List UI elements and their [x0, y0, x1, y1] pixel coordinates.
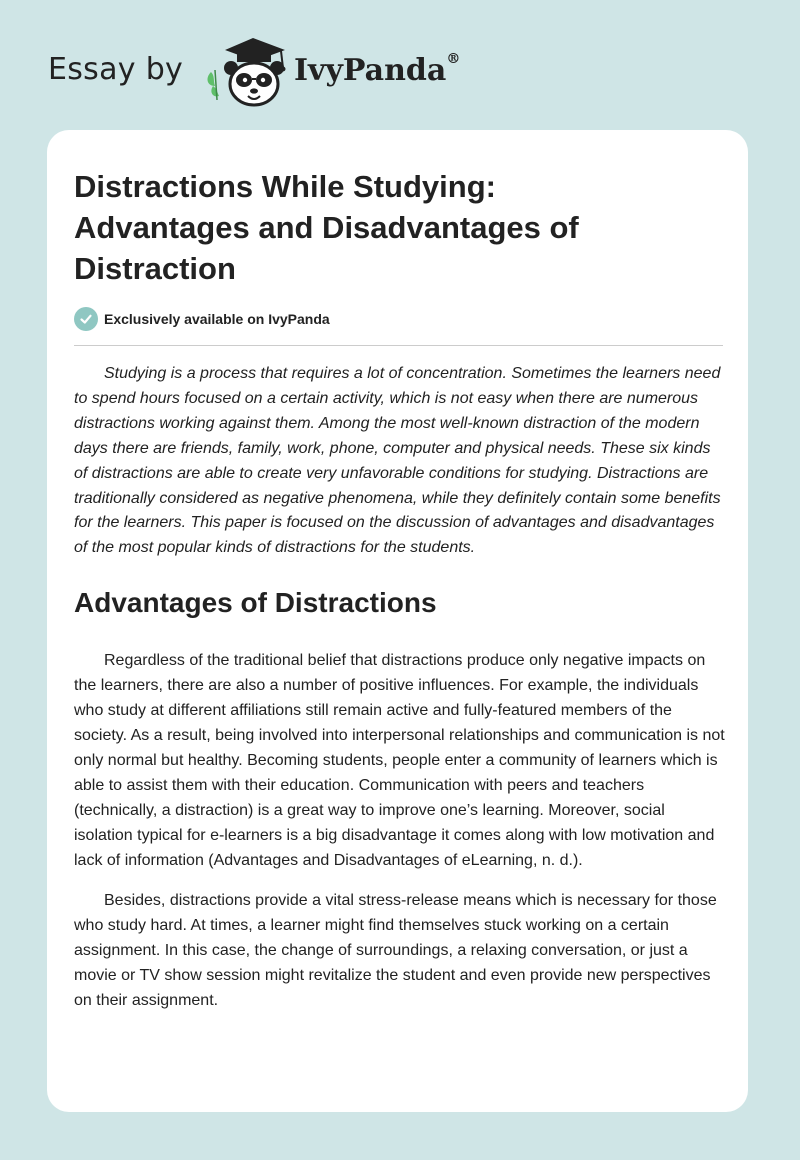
- check-circle-icon: [74, 307, 98, 331]
- body-paragraph-2: Besides, distractions provide a vital stress-release means which is necessary for those who study hard. At times, a learner might find themselves stuck working on a certain assignment. In this case, the change of surroundings, a relaxing conversation, or just a movie or TV show session might revitalize the student and even provide new perspectives on their assignment.: [74, 892, 717, 1010]
- exclusive-badge-text: Exclusively available on IvyPanda: [104, 311, 330, 327]
- essay-by-label: Essay by: [48, 52, 184, 87]
- panda-graduate-icon[interactable]: [203, 34, 293, 110]
- ivy-leaf-icon: [208, 70, 219, 100]
- divider: [74, 345, 723, 346]
- brand-text: IvyPanda: [294, 53, 447, 88]
- body-paragraph-1: Regardless of the traditional belief that distractions produce only negative impacts on the learners, there are also a number of positive influences. For example, the individuals who study at different affiliations still remain active and fully-featured members of the society. As a result, being involved into interpersonal relationships and communication is not only normal but healthy. Becoming students, people enter a community of learners which is able to assist them with their education. Communication with peers and teachers (technically, a distraction) is a great way to improve one’s learning. Moreover, social isolation typical for e-learners is a big disadvantage it comes along with low motivation and lack of information (Advantages and Disadvantages of eLearning, n. d.).: [74, 652, 725, 869]
- intro-paragraph: Studying is a process that requires a lot of concentration. Sometimes the learners need to spend hours focused on a certain activity, which is not easy when there are numerous distractions working against them. Among the most well-known distraction of the modern days there are friends, family, work, phone, computer and physical needs. These six kinds of distractions are able to create very unfavorable conditions for studying. Distractions are traditionally considered as negative phenomena, while they definitely contain some benefits for the learners. This paper is focused on the discussion of advantages and disadvantages of the most popular kinds of distractions for the students.: [74, 365, 721, 557]
- registered-mark: ®: [446, 51, 461, 67]
- site-header: [48, 34, 508, 110]
- exclusive-badge: [74, 306, 330, 332]
- article-card: [47, 130, 748, 1112]
- article-body: [74, 362, 726, 1014]
- article-title: Distractions While Studying: Advantages and Disadvantages of Distraction: [74, 169, 579, 286]
- section-heading: Advantages of Distractions: [74, 587, 437, 619]
- brand-name[interactable]: [294, 53, 460, 88]
